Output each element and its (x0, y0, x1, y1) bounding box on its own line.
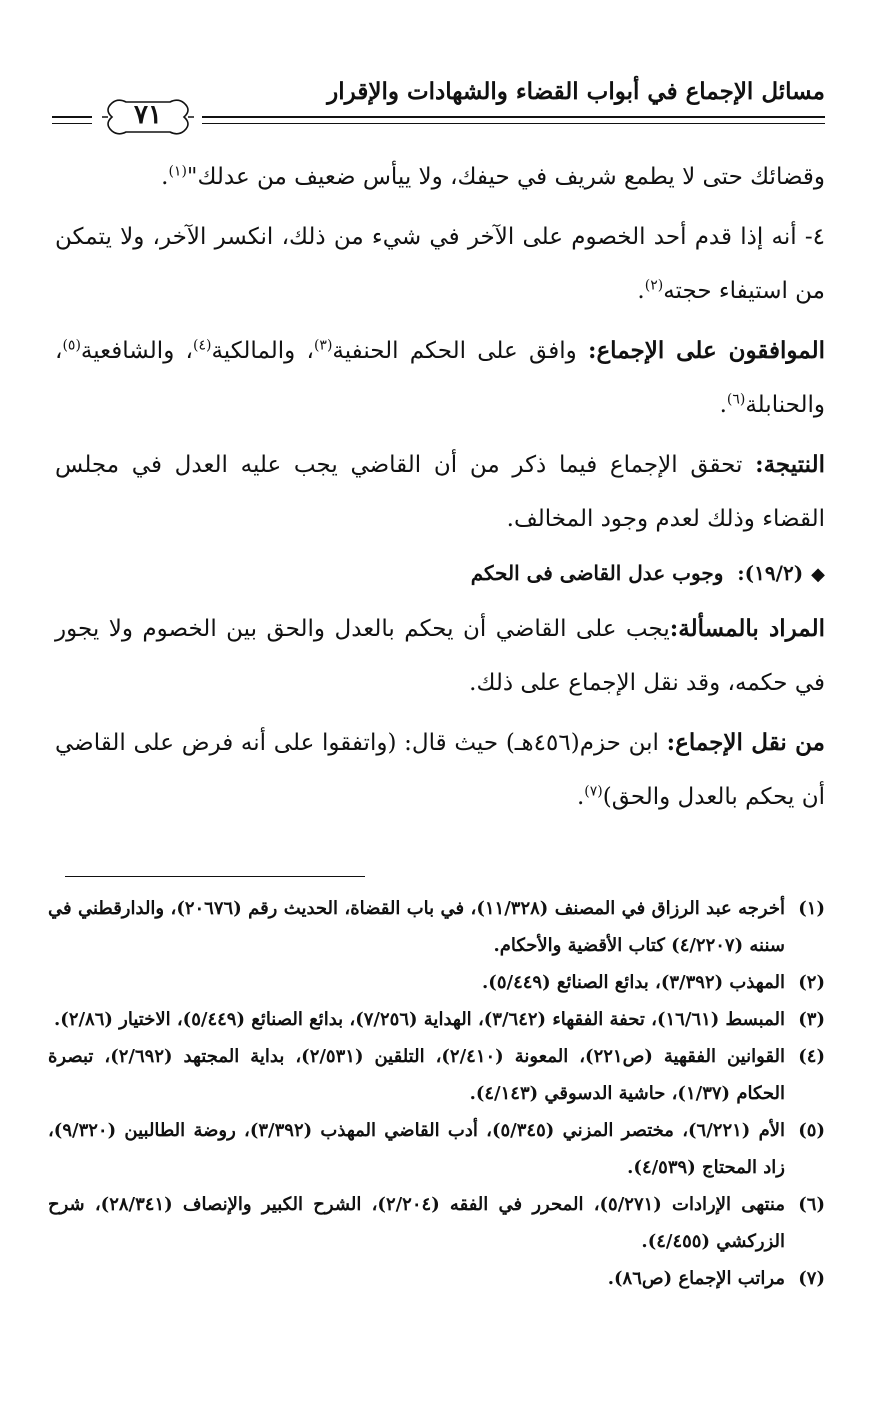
footnote-number: (٧) (798, 1268, 825, 1289)
footnote-number: (٦) (798, 1194, 825, 1215)
paragraph-text: وقضائك حتى لا يطمع شريف في حيفك، ولا ييأس ضعيف من عدلك" (186, 164, 825, 190)
diamond-bullet-icon: ◆ (811, 564, 825, 585)
footnote (48, 1186, 825, 1260)
footnote-text: منتهى الإرادات (٥/٢٧١)، المحرر في الفقه (٢/٢٠٤)، الشرح الكبير والإنصاف (٢٨/٣٤١)، شرح الزركشي (٤/٤٥٥). (48, 1194, 786, 1252)
paragraph-text: ، والشافعية (80, 338, 193, 364)
paragraph-text: ، والمالكية (211, 338, 314, 364)
footnote (48, 890, 825, 964)
footnote-ref: (١) (168, 163, 187, 180)
footnote (48, 1112, 825, 1186)
paragraph (55, 438, 825, 546)
footnote-text: القوانين الفقهية (ص٢٢١)، المعونة (٢/٤١٠)، التلقين (٢/٥٣١)، بداية المجتهد (٢/٦٩٢)، تبصرة الحكام (١/٣٧)، حاشية الدسوقي (٤/١٤٣). (48, 1046, 785, 1104)
paragraph-text: وافق على الحكم الحنفية (332, 338, 588, 364)
footnotes (48, 890, 825, 1297)
section-title: وجوب عدل القاضى فى الحكم (470, 561, 724, 585)
paragraph-lead: المراد بالمسألة: (669, 615, 825, 642)
footnote-text: أخرجه عبد الرزاق في المصنف (١١/٣٢٨)، في باب القضاة، الحديث رقم (٢٠٦٧٦)، والدارقطني في سننه (٤/٢٢٠٧) كتاب الأقضية والأحكام. (48, 898, 785, 956)
paragraph: من نقل الإجماع: ابن حزم(٤٥٦هـ) حيث قال: (واتفقوا على أنه فرض على القاضي أن يحكم بالعدل والحق)$^{(٧)}$. (55, 729, 826, 810)
footnote-ref: (٢) (644, 277, 664, 294)
paragraph (55, 602, 825, 710)
running-title: مسائل الإجماع في أبواب القضاء والشهادات والإقرار (327, 78, 825, 105)
footnote (48, 964, 825, 1001)
header-rule (202, 116, 825, 124)
page-number-ornament (100, 96, 196, 138)
paragraph: الموافقون على الإجماع: وافق على الحكم الحنفية$^{(٣)}$، والمالكية$^{(٤)}$، والشافعية$^{(٥)}$، والحنابلة$^{(٦)}$. (55, 337, 825, 418)
header-rule-left (52, 116, 92, 124)
main-text (55, 150, 825, 824)
footnote-number: (٣) (798, 1009, 825, 1030)
paragraph-text: يجب على القاضي أن يحكم بالعدل والحق بين الخصوم ولا يجور في حكمه، وقد نقل الإجماع على ذلك. (55, 616, 825, 696)
footnote-text: مراتب الإجماع (ص٨٦). (607, 1268, 785, 1289)
paragraph: وقضائك حتى لا يطمع شريف في حيفك، ولا ييأس ضعيف من عدلك"$^{(١)}$. (161, 163, 825, 190)
footnote (48, 1260, 825, 1297)
footnote-text: الأم (٦/٢٢١)، مختصر المزني (٥/٣٤٥)، أدب القاضي المهذب (٣/٣٩٢)، روضة الطالبين (٩/٣٢٠)، زاد المحتاج (٤/٥٣٩). (48, 1120, 785, 1178)
footnote-text: المبسط (١٦/٦١)، تحفة الفقهاء (٣/٦٤٢)، الهداية (٧/٢٥٦)، بدائع الصنائع (٥/٤٤٩)، الاختيار (٢/٨٦). (54, 1009, 785, 1030)
paragraph-text: ابن حزم(٤٥٦هـ) حيث قال: (واتفقوا على أنه فرض على القاضي أن يحكم بالعدل والحق) (55, 730, 825, 810)
paragraph-lead: من نقل الإجماع: (666, 729, 826, 756)
paragraph-text: ، والحنابلة (55, 338, 825, 418)
footnote-ref: (٣) (313, 337, 333, 354)
section-heading (55, 546, 825, 602)
footnote-ref: (٦) (726, 391, 746, 408)
footnote-number: (٥) (798, 1120, 825, 1141)
footnote-number: (٤) (798, 1046, 825, 1067)
paragraph-lead: النتيجة: (755, 451, 825, 478)
footnote-ref: (٤) (192, 337, 212, 354)
footnote-number: (٢) (798, 972, 825, 993)
paragraph: ٤- أنه إذا قدم أحد الخصوم على الآخر في شيء من ذلك، انكسر الآخر، ولا يتمكن من استيفاء حجته$^{(٢)}$. (55, 224, 825, 304)
footnote (48, 1038, 825, 1112)
footnote (48, 1001, 825, 1038)
page-header (52, 72, 825, 132)
page-number: ٧١ (134, 100, 162, 130)
footnote-ref: (٥) (62, 337, 81, 354)
footnote-number: (١) (798, 898, 825, 919)
paragraph-text: ٤- أنه إذا قدم أحد الخصوم على الآخر في شيء من ذلك، انكسر الآخر، ولا يتمكن من استيفاء حجته (55, 224, 825, 304)
footnote-separator (65, 876, 365, 877)
paragraph-text: تحقق الإجماع فيما ذكر من أن القاضي يجب عليه العدل في مجلس القضاء وذلك لعدم وجود المخالف. (55, 452, 825, 532)
paragraph-lead: الموافقون على الإجماع: (587, 337, 825, 364)
footnote-ref: (٧) (584, 783, 603, 800)
footnote-text: المهذب (٣/٣٩٢)، بدائع الصنائع (٥/٤٤٩). (482, 972, 785, 993)
section-number: (١٩/٢): (737, 561, 804, 585)
